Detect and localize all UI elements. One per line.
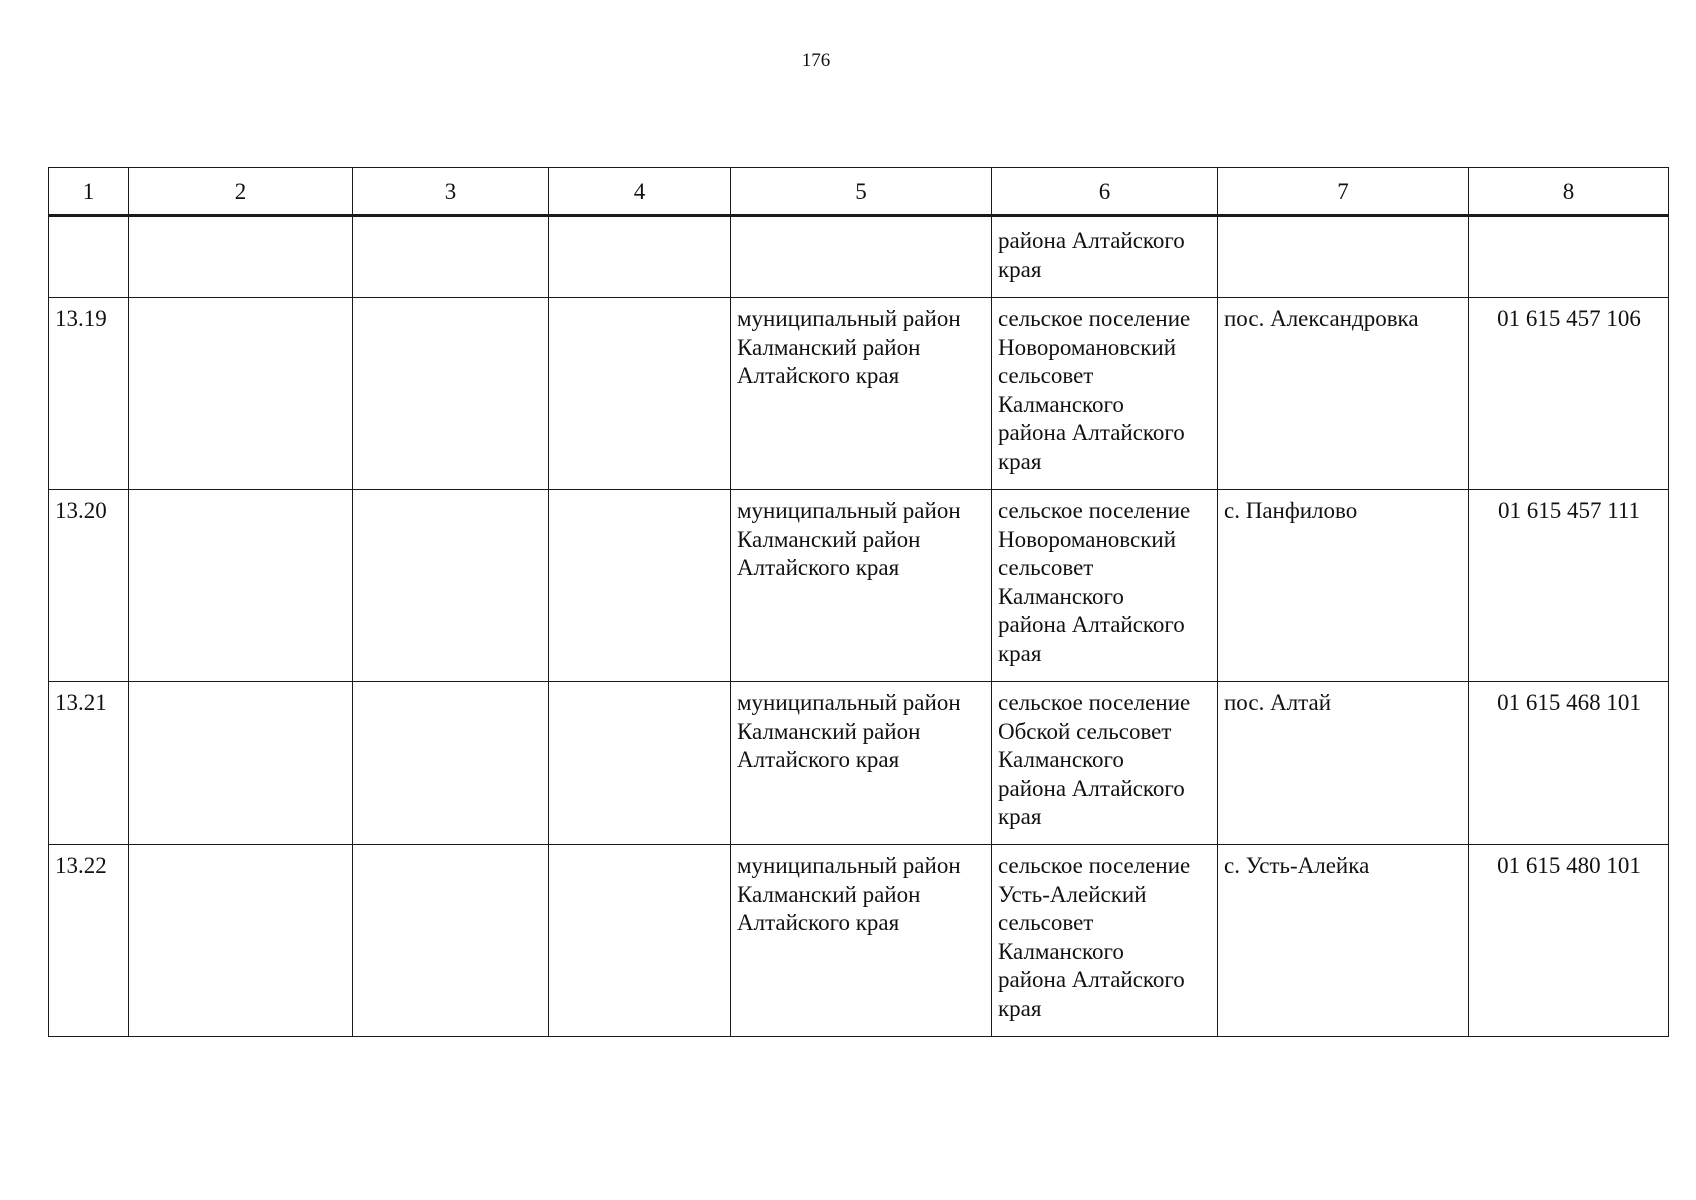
oktmo-code-text: 01 615 457 106 [1497,306,1641,331]
table-cell [1218,216,1469,298]
oktmo-code [1469,682,1669,845]
header-row [49,168,1669,216]
column-header-6: 6 [992,168,1218,216]
locality [1218,845,1469,1037]
oktmo-code-text: 01 615 468 101 [1497,690,1641,715]
row-number-text: 13.21 [55,690,107,715]
municipal-district [731,490,992,682]
settlement [992,845,1218,1037]
municipal-district-text: муниципальный район Калманский район Алтайского края [737,498,961,580]
column-header-7: 7 [1218,168,1469,216]
table-cell [549,845,731,1037]
table-cell [549,682,731,845]
row-number [49,845,129,1037]
column-header-5: 5 [731,168,992,216]
settlement-text: сельское поселение Усть-Алейский сельсовет Калманского района Алтайского края [998,853,1191,1021]
column-header-1: 1 [49,168,129,216]
table-cell [353,845,549,1037]
table-cell [353,682,549,845]
oktmo-code [1469,490,1669,682]
oktmo-code [1469,298,1669,490]
settlement [992,298,1218,490]
registry-table [48,167,1669,1037]
table-cell [992,216,1218,298]
municipal-district [731,682,992,845]
settlement-text: сельское поселение Новоромановский сельсовет Калманского района Алтайского края [998,306,1191,474]
municipal-district-text: муниципальный район Калманский район Алтайского края [737,690,961,772]
municipal-district [731,298,992,490]
table-cell [49,216,129,298]
table-row [49,845,1669,1037]
locality-text: пос. Алтай [1224,690,1332,715]
municipal-district-text: муниципальный район Калманский район Алтайского края [737,853,961,935]
municipal-district-text: муниципальный район Калманский район Алтайского края [737,306,961,388]
table-cell [129,490,353,682]
row-number [49,298,129,490]
oktmo-code-text: 01 615 457 111 [1497,498,1641,523]
settlement-continuation: района Алтайского края [998,228,1185,282]
table-cell [549,490,731,682]
settlement-text: сельское поселение Новоромановский сельсовет Калманского района Алтайского края [998,498,1191,666]
row-number [49,682,129,845]
table-cell [129,216,353,298]
table-cell [353,490,549,682]
table-cell [1469,216,1669,298]
settlement [992,682,1218,845]
municipal-district [731,845,992,1037]
table-cell [129,682,353,845]
row-number-text: 13.22 [55,853,107,878]
continuation-row [49,216,1669,298]
table-cell [549,216,731,298]
table-row [49,490,1669,682]
table-cell [129,298,353,490]
locality [1218,298,1469,490]
page-number: 176 [801,50,831,71]
settlement [992,490,1218,682]
row-number-text: 13.19 [55,306,107,331]
locality [1218,682,1469,845]
table-cell [129,845,353,1037]
locality-text: пос. Александровка [1224,306,1419,331]
oktmo-code-text: 01 615 480 101 [1497,853,1641,878]
table-cell [549,298,731,490]
table-cell [731,216,992,298]
column-header-4: 4 [549,168,731,216]
locality-text: с. Усть-Алейка [1224,853,1370,878]
locality [1218,490,1469,682]
column-header-3: 3 [353,168,549,216]
settlement-text: сельское поселение Обской сельсовет Калманского района Алтайского края [998,690,1191,829]
oktmo-code [1469,845,1669,1037]
row-number-text: 13.20 [55,498,107,523]
row-number [49,490,129,682]
locality-text: с. Панфилово [1224,498,1358,523]
table-cell [353,298,549,490]
table-row [49,298,1669,490]
table-row [49,682,1669,845]
column-header-2: 2 [129,168,353,216]
table-cell [353,216,549,298]
column-header-8: 8 [1469,168,1669,216]
